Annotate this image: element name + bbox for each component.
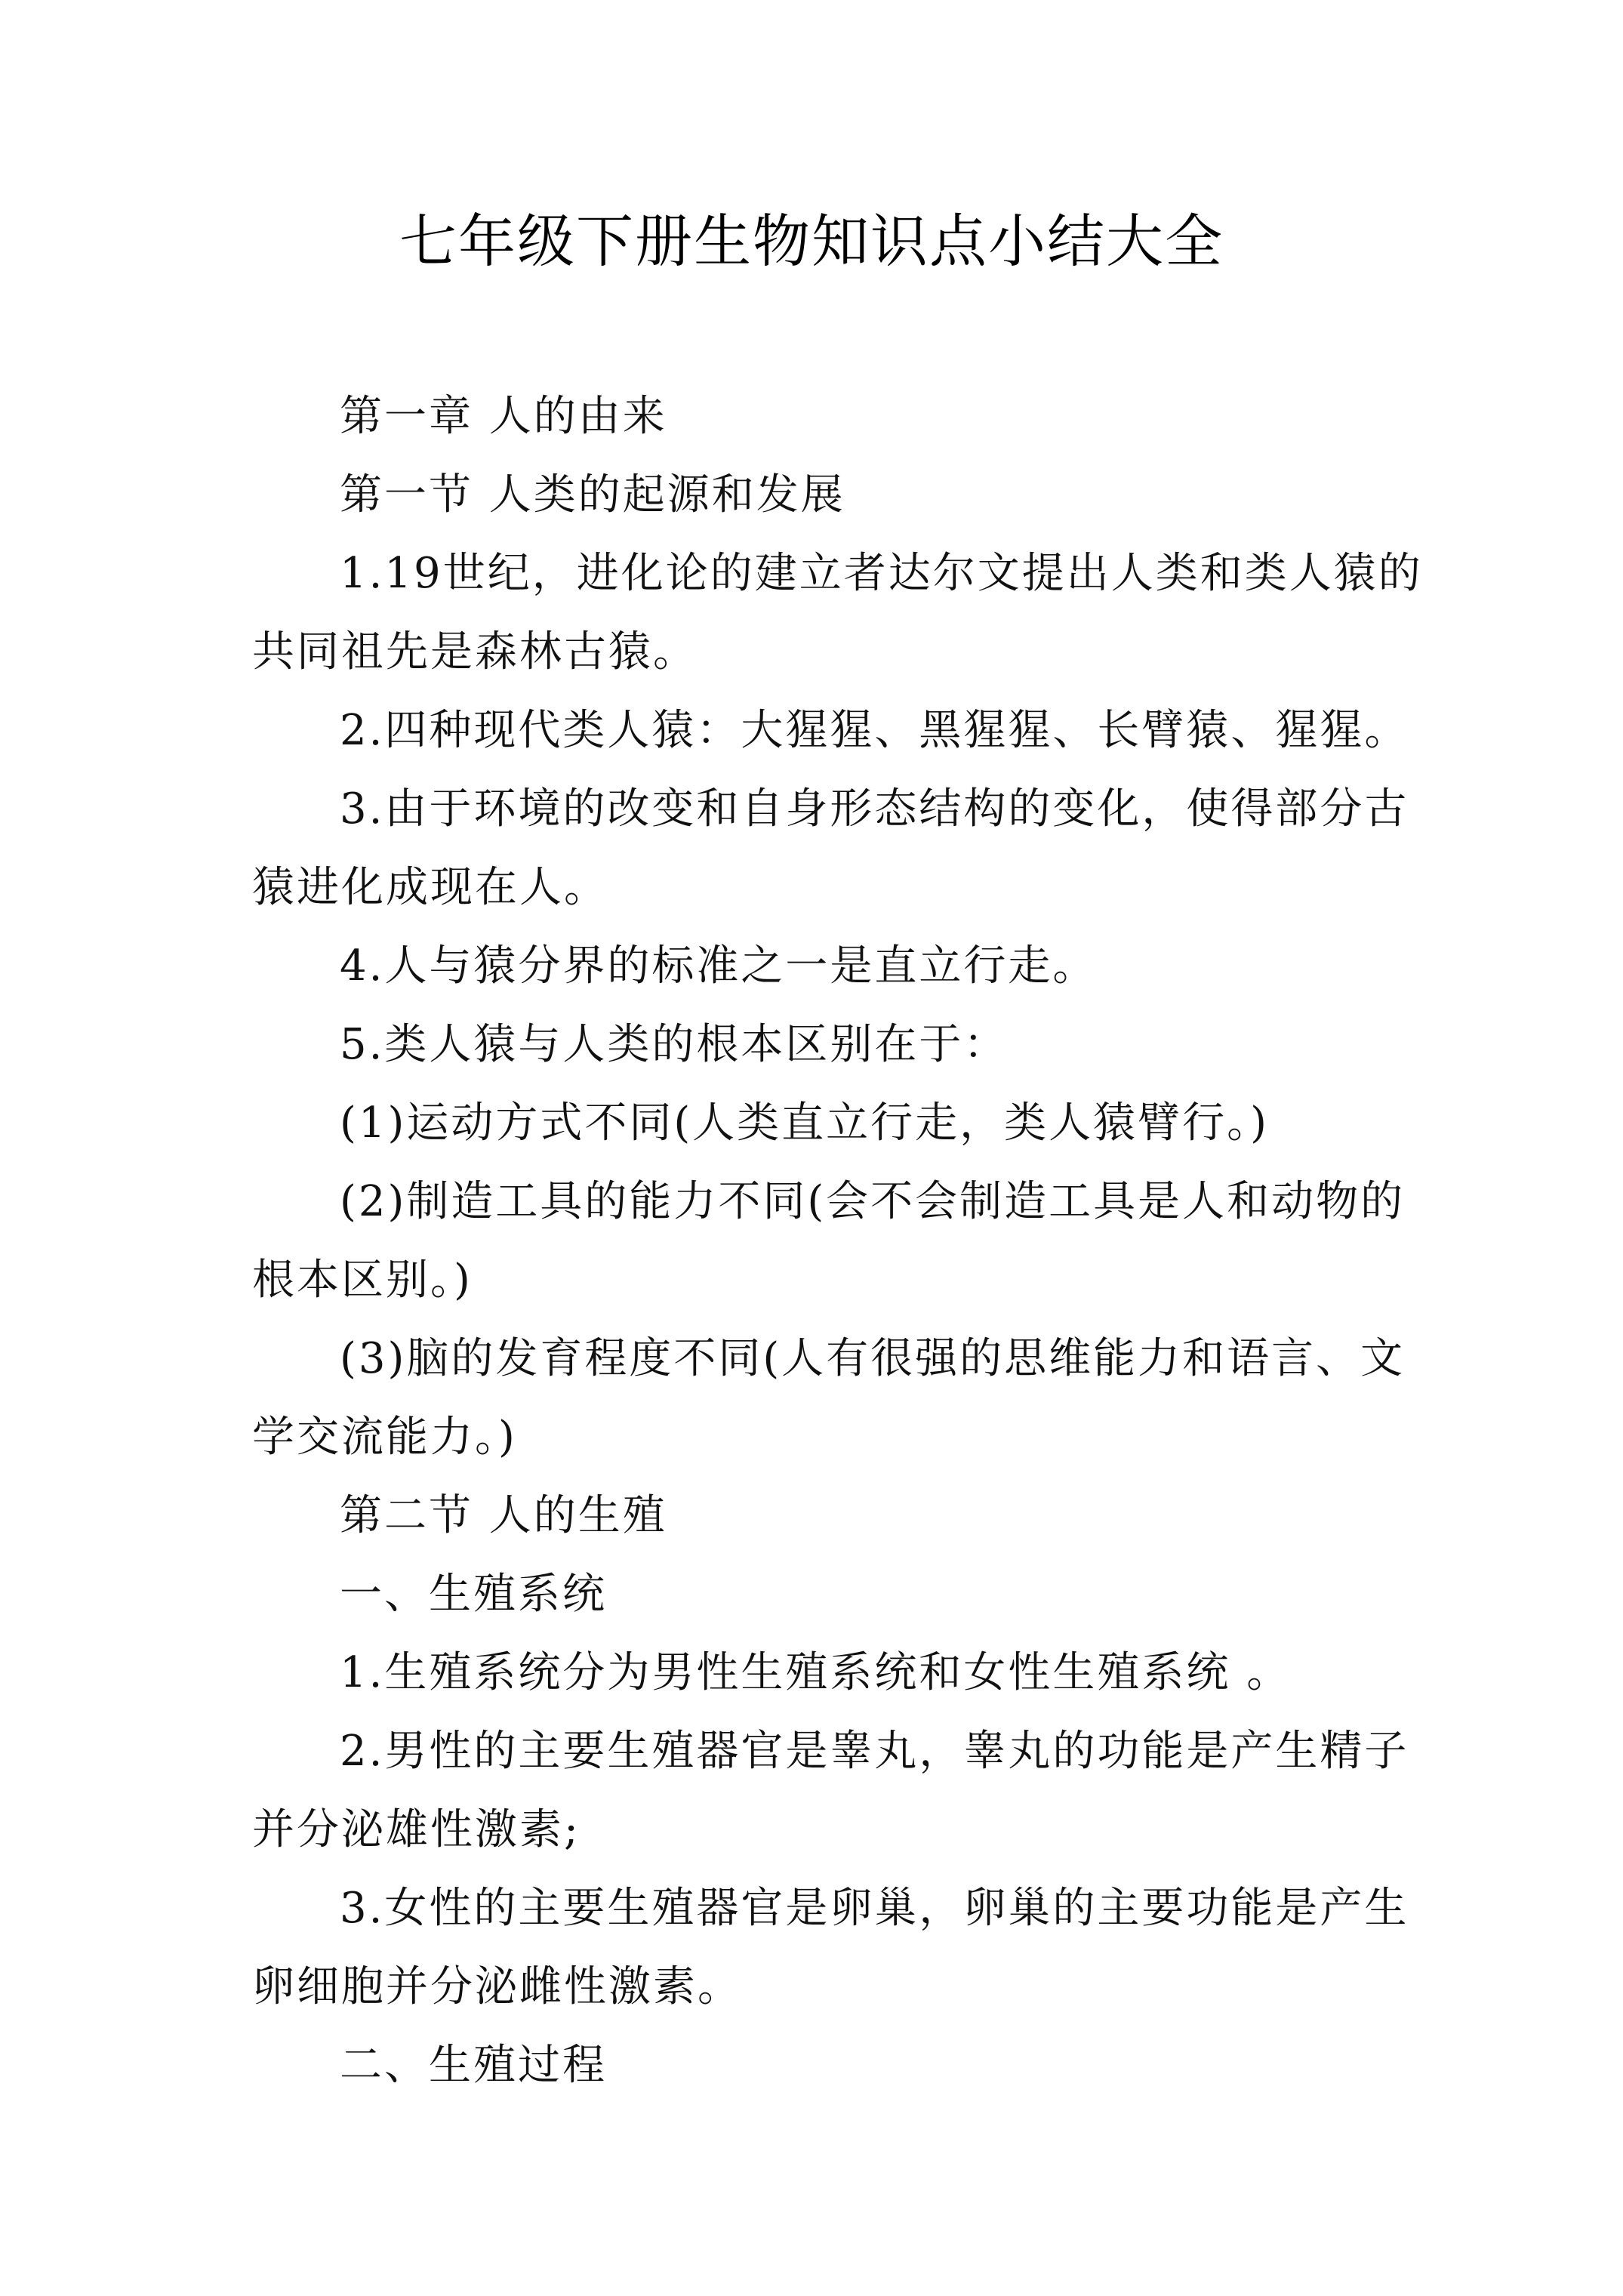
subsection-heading: 一、生殖系统: [340, 1570, 607, 1619]
paragraph-line: 共同祖先是森林古猿。: [252, 627, 698, 676]
paragraph-line: 5.类人猿与人类的根本区别在于：: [340, 1020, 1009, 1069]
paragraph-line: 2.四种现代类人猿：大猩猩、黑猩猩、长臂猿、猩猩。: [340, 706, 1409, 755]
paragraph-line: 2.男性的主要生殖器官是睾丸，睾丸的功能是产生精子: [340, 1727, 1409, 1776]
paragraph-line: 1.生殖系统分为男性生殖系统和女性生殖系统 。: [340, 1648, 1292, 1697]
paragraph-line: 根本区别。): [252, 1256, 473, 1305]
subsection-heading: 二、生殖过程: [340, 2041, 607, 2090]
paragraph-line: 4.人与猿分界的标准之一是直立行走。: [340, 942, 1098, 991]
paragraph-line: 学交流能力。): [252, 1413, 517, 1462]
paragraph-line: (3)脑的发育程度不同(人有很强的思维能力和语言、文: [340, 1334, 1406, 1383]
document-body: [252, 378, 1423, 2105]
paragraph-line: 1.19世纪，进化论的建立者达尔文提出人类和类人猿的: [340, 549, 1423, 598]
paragraph-line: 3.由于环境的改变和自身形态结构的变化，使得部分古: [340, 784, 1409, 834]
section-heading: 第一节 人类的起源和发展: [340, 470, 845, 519]
paragraph-line: (2)制造工具的能力不同(会不会制造工具是人和动物的: [340, 1177, 1406, 1226]
paragraph-line: (1)运动方式不同(人类直立行走，类人猿臂行。): [340, 1099, 1270, 1148]
paragraph-line: 并分泌雄性激素;: [252, 1805, 581, 1854]
document-title: 七年级下册生物知识点小结大全: [399, 208, 1224, 275]
paragraph-line: 3.女性的主要生殖器官是卵巢，卵巢的主要功能是产生: [340, 1884, 1409, 1933]
paragraph-line: 卵细胞并分泌雌性激素。: [252, 1962, 742, 2011]
paragraph-line: 猿进化成现在人。: [252, 863, 608, 912]
section-heading: 第二节 人的生殖: [340, 1491, 667, 1540]
chapter-heading: 第一章 人的由来: [340, 392, 667, 441]
